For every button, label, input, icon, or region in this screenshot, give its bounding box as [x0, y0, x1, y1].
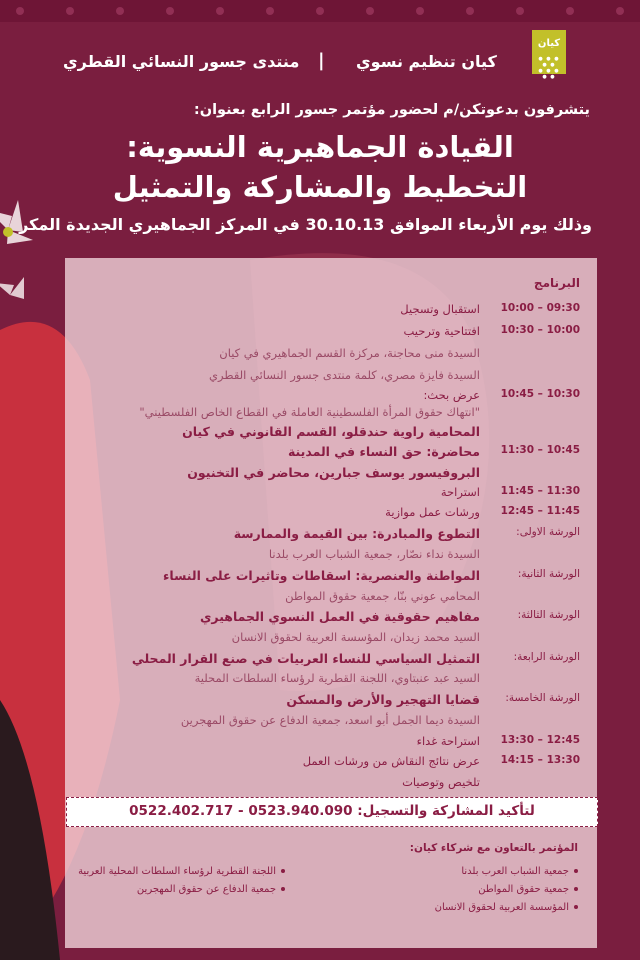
program-row [0, 651, 640, 671]
workshop-label: الورشة الرابعة: [513, 651, 580, 663]
invitation-text: يتشرفون بدعوتكن/م لحضور مؤتمر جسور الرابع بعنوان: [193, 102, 590, 118]
program-row [0, 754, 640, 774]
header-separator: | [318, 50, 325, 71]
program-time: 13:30 – 12:45 [500, 734, 580, 746]
program-time: 12:45 – 11:45 [500, 505, 580, 517]
program-row [0, 485, 640, 505]
partner-item: اللجنة القطرية لرؤساء السلطات المحلية العربية [78, 866, 285, 877]
program-row [0, 692, 640, 712]
bullet-icon [281, 869, 285, 873]
partner-item: جمعية حقوق المواطن [478, 884, 578, 895]
bullet-icon [281, 887, 285, 891]
program-text: ورشات عمل موازية [385, 505, 480, 519]
program-row [0, 465, 640, 485]
program-text: السيد محمد زيدان، المؤسسة العربية لحقوق الانسان [231, 630, 480, 644]
program-time: 10:45 – 10:30 [500, 388, 580, 400]
workshop-label: الورشة الثانية: [517, 568, 580, 580]
partner-item: جمعية الشباب العرب بلدنا [461, 866, 578, 877]
program-row [0, 505, 640, 525]
program-row [0, 346, 640, 366]
program-row [0, 302, 640, 322]
contact-phones: لتأكيد المشاركة والتسجيل: 0523.940.090 - 0522.402.717 [129, 803, 535, 819]
program-text: التطوع والمبادرة: بين القيمة والممارسة [233, 526, 480, 541]
program-text: السيدة نداء نصّار، جمعية الشباب العرب بلدنا [268, 547, 480, 561]
bullet-icon [574, 887, 578, 891]
program-row [0, 734, 640, 754]
program-text: المحامية راوية حندقلو، القسم القانوني في كيان [182, 424, 480, 439]
program-row [0, 775, 640, 795]
program-time: 11:30 – 10:45 [500, 444, 580, 456]
program-time: 10:30 – 10:00 [500, 324, 580, 336]
program-text: المحامي عوني بنّا، جمعية حقوق المواطن [285, 589, 480, 603]
program-row [0, 568, 640, 588]
logo-text: كيان [537, 38, 561, 49]
program-text: البروفيسور يوسف جبارين، محاضر في التخنيون [187, 465, 480, 480]
program-row [0, 609, 640, 629]
program-row [0, 368, 640, 388]
program-row [0, 324, 640, 344]
workshop-label: الورشة الخامسة: [505, 692, 580, 704]
program-text: السيدة منى محاجنة، مركزة القسم الجماهيري في كيان [219, 346, 480, 360]
program-text: مفاهيم حقوقية في العمل النسوي الجماهيري [199, 609, 480, 624]
workshop-label: الورشة الثالثة: [517, 609, 580, 621]
partner-item: المؤسسة العربية لحقوق الانسان [435, 902, 578, 913]
program-row [0, 405, 640, 425]
program-text: التمثيل السياسي للنساء العربيات في صنع القرار المحلي [131, 651, 480, 666]
logo-pattern: ● ● ● ● ● ● ● ● ● ● [538, 56, 560, 80]
program-text: السيدة فايزة مصري، كلمة منتدى جسور النسائي القطري [209, 368, 480, 382]
program-row [0, 589, 640, 609]
program-text: قضايا التهجير والأرض والمسكن [286, 692, 480, 707]
program-time: 10:00 – 09:30 [500, 302, 580, 314]
bullet-icon [574, 869, 578, 873]
program-text: افتتاحية وترحيب [403, 324, 480, 338]
program-row [0, 713, 640, 733]
conference-title-line1: القيادة الجماهيرية النسوية: [126, 130, 514, 164]
program-row [0, 630, 640, 650]
program-text: عرض بحث: [423, 388, 480, 402]
program-text: تلخيص وتوصيات [402, 775, 480, 789]
program-time: 14:15 – 13:30 [500, 754, 580, 766]
bullet-icon [574, 905, 578, 909]
program-text: استراحة غداء [416, 734, 480, 748]
program-text: عرض نتائج النقاش من ورشات العمل [302, 754, 480, 768]
program-row [0, 526, 640, 546]
partners-title: المؤتمر بالتعاون مع شركاء كيان: [409, 842, 578, 854]
program-text: السيد عبد عنبتاوي، اللجنة القطرية لرؤساء السلطات المحلية [194, 671, 480, 685]
program-text: "انتهاك حقوق المرأة الفلسطينية العاملة في القطاع الخاص الفلسطيني" [139, 405, 480, 419]
program-text: استقبال وتسجيل [400, 302, 480, 316]
contact-box [66, 797, 598, 827]
conference-title-line2: التخطيط والمشاركة والتمثيل [112, 170, 528, 204]
program-text: السيدة ديما الجمل أبو اسعد، جمعية الدفاع عن حقوق المهجرين [180, 713, 480, 727]
partner-item: جمعية الدفاع عن حقوق المهجرين [137, 884, 285, 895]
org-kayan: كيان تنظيم نسوي [356, 52, 497, 71]
program-row [0, 671, 640, 691]
program-row [0, 547, 640, 567]
workshop-label: الورشة الاولى: [516, 526, 580, 538]
program-time: 11:45 – 11:30 [500, 485, 580, 497]
program-title: البرنامج [533, 276, 580, 290]
org-jusoor: منتدى جسور النسائي القطري [63, 52, 300, 71]
program-text: المواطنة والعنصرية: اسقاطات وتاثيرات على النساء [162, 568, 480, 583]
program-row [0, 424, 640, 444]
program-text: محاضرة: حق النساء في المدينة [287, 444, 480, 459]
program-row [0, 444, 640, 464]
kayan-logo [532, 30, 566, 80]
date-location-line: وذلك يوم الأربعاء الموافق 30.10.13 في المركز الجماهيري الجديدة المكر [19, 215, 592, 234]
program-text: استراحة [440, 485, 480, 499]
